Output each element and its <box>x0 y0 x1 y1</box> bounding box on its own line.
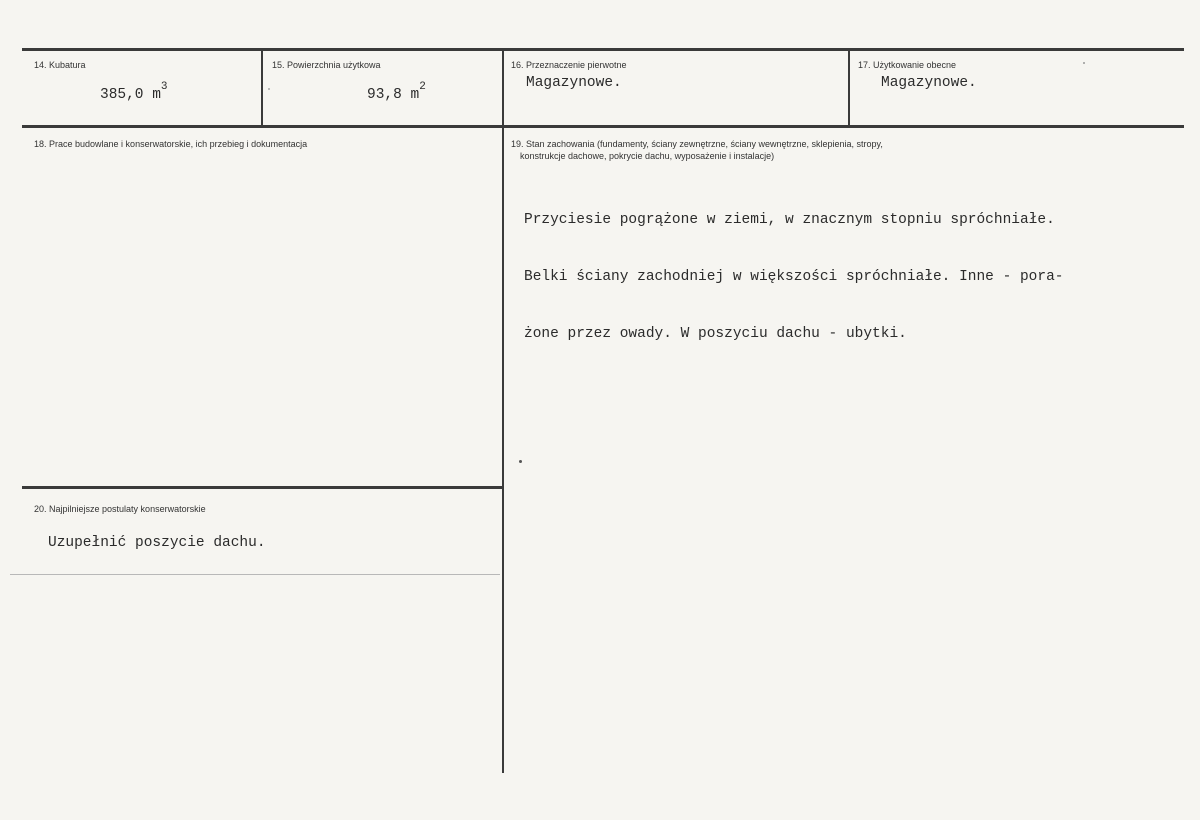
field-19-text-line-1: Przyciesie pogrążone w ziemi, w znacznym stopniu spróchniałe. <box>524 212 1055 228</box>
field-19-text-line-3: żone przez owady. W poszyciu dachu - ubytki. <box>524 326 907 342</box>
field-15-value-text: 93,8 m <box>367 86 420 103</box>
field-18-label: 18. Prace budowlane i konserwatorskie, ich przebieg i dokumentacja <box>34 139 308 149</box>
divider-14-15 <box>261 48 263 126</box>
field-19-text <box>524 173 1064 382</box>
field-14-value <box>100 81 168 103</box>
paper-speck <box>1083 62 1085 64</box>
field-17-value: Magazynowe. <box>881 75 977 91</box>
divider-16-17 <box>848 48 850 126</box>
field-14-value-exponent: 3 <box>160 81 168 93</box>
field-16-label: 16. Przeznaczenie pierwotne <box>511 60 627 70</box>
paper-speck <box>268 88 270 90</box>
field-15-value-exponent: 2 <box>419 81 426 93</box>
paper-speck <box>519 460 522 463</box>
field-17-label: 17. Użytkowanie obecne <box>858 60 957 70</box>
field-19-text-line-2: Belki ściany zachodniej w większości spróchniałe. Inne - pora- <box>524 269 1064 285</box>
section-20-underline <box>10 574 500 575</box>
field-14-label: 14. Kubatura <box>34 60 86 70</box>
field-16-value: Magazynowe. <box>526 75 622 91</box>
section-20-rule <box>22 486 502 489</box>
top-rule <box>22 48 1184 51</box>
field-19-label <box>511 138 991 162</box>
main-column-divider <box>502 48 504 773</box>
field-20-label: 20. Najpilniejsze postulaty konserwatorskie <box>34 504 206 514</box>
field-19-label-line-1: 19. Stan zachowania (fundamenty, ściany zewnętrzne, ściany wewnętrzne, sklepienia, stropy, <box>511 139 883 149</box>
middle-rule <box>22 125 1184 128</box>
field-15-label: 15. Powierzchnia użytkowa <box>272 60 381 70</box>
field-19-label-line-2: konstrukcje dachowe, pokrycie dachu, wyposażenie i instalacje) <box>520 151 775 161</box>
field-20-value: Uzupełnić poszycie dachu. <box>48 535 266 551</box>
field-15-value <box>367 81 426 103</box>
field-14-value-text: 385,0 m <box>100 86 161 103</box>
